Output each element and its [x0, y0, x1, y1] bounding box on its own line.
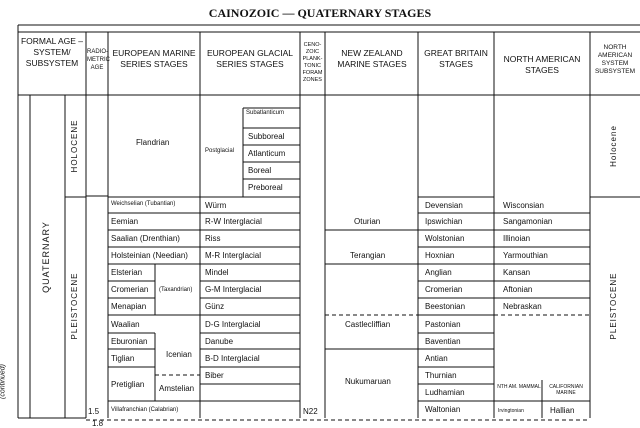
na-stage: Illinoian — [503, 234, 531, 243]
marine-stage: Eburonian — [111, 337, 148, 346]
marine-flandrian: Flandrian — [136, 138, 170, 147]
na-subsystem-holocene: Holocene — [609, 125, 618, 167]
gb-stage: Cromerian — [425, 285, 463, 294]
gb-stage: Beestonian — [425, 302, 466, 311]
na-hallian: Hallian — [550, 406, 575, 415]
na-stage: Sangamonian — [503, 217, 553, 226]
header-nz-marine: NEW ZEALAND MARINE STAGES — [337, 48, 407, 69]
radiometric-bottom: 1.8 — [92, 419, 104, 428]
na-stage: Wisconsian — [503, 201, 544, 210]
glacial-holocene-stage: Boreal — [248, 166, 272, 175]
radiometric-top: 1.5 — [88, 407, 100, 416]
continued-note: (continued) — [0, 363, 7, 400]
glacial-holocene-stage: Subboreal — [248, 132, 285, 141]
glacial-stage: Danube — [205, 337, 234, 346]
header-na-subsystem: NORTH AMERICAN SYSTEM SUBSYSTEM — [594, 44, 636, 75]
marine-taxandrian: (Taxandrian) — [159, 287, 193, 293]
marine-stage: Saalian (Drenthian) — [111, 234, 180, 243]
marine-stage: Holsteinian (Needian) — [111, 251, 188, 260]
subsystem-pleistocene: PLEISTOCENE — [70, 272, 79, 340]
nz-stage-terangian: Terangian — [350, 251, 386, 260]
header-european-marine: EUROPEAN MARINE SERIES STAGES — [112, 48, 196, 69]
page-title: CAINOZOIC — QUATERNARY STAGES — [208, 6, 432, 20]
glacial-stage: Mindel — [205, 268, 229, 277]
marine-stage: Villafranchian (Calabrian) — [111, 407, 179, 413]
glacial-stage: B-D Interglacial — [205, 354, 260, 363]
glacial-holocene-stage: Atlanticum — [248, 149, 286, 158]
gb-stage: Anglian — [425, 268, 452, 277]
glacial-stage: Würm — [205, 201, 227, 210]
marine-stage: Menapian — [111, 302, 147, 311]
na-stage: Aftonian — [503, 285, 533, 294]
gb-stage: Baventian — [425, 337, 461, 346]
gb-stage: Devensian — [425, 201, 463, 210]
marine-icenian: Icenian — [166, 350, 192, 359]
gb-stage: Ipswichian — [425, 217, 463, 226]
gb-stage: Ludhamian — [425, 388, 465, 397]
header-gb-stages: GREAT BRITAIN STAGES — [424, 48, 488, 69]
header-radiometric-age: RADIO- METRIC AGE — [87, 49, 110, 71]
marine-stage: Weichselian (Tubantian) — [111, 201, 176, 207]
gb-stage: Thurnian — [425, 371, 457, 380]
glacial-subatlanticum: Subatlanticum — [246, 110, 285, 116]
na-stage: Kansan — [503, 268, 531, 277]
glacial-postglacial: Postglacial — [205, 148, 235, 154]
header-na-stages: NORTH AMERICAN STAGES — [503, 54, 581, 75]
system-quaternary: QUATERNARY — [41, 221, 51, 293]
na-subsystem-pleistocene: PLEISTOCENE — [609, 272, 618, 340]
glacial-stage: G-M Interglacial — [205, 285, 262, 294]
subsystem-holocene: HOLOCENE — [70, 119, 79, 173]
marine-stage: Waalian — [111, 320, 140, 329]
marine-stage: Pretiglian — [111, 380, 145, 389]
glacial-stage: R-W Interglacial — [205, 217, 262, 226]
na-irvingtonian: Irvingtonian — [498, 408, 524, 414]
marine-stage: Cromerian — [111, 285, 149, 294]
gb-stage: Antian — [425, 354, 448, 363]
gb-stage: Pastonian — [425, 320, 461, 329]
nz-stage-nukumaruan: Nukumaruan — [345, 377, 391, 386]
header-foram-zones: CENO- ZOIC PLANK- TONIC FORAM ZONES — [302, 42, 323, 83]
gb-stage: Wolstonian — [425, 234, 465, 243]
glacial-stage: D-G Interglacial — [205, 320, 261, 329]
glacial-stage: Riss — [205, 234, 221, 243]
glacial-stage: Günz — [205, 302, 225, 311]
header-european-glacial: EUROPEAN GLACIAL SERIES STAGES — [207, 48, 293, 69]
nz-stage-oturian: Oturian — [354, 217, 381, 226]
glacial-holocene-stage: Preboreal — [248, 183, 283, 192]
marine-stage: Eemian — [111, 217, 139, 226]
marine-amstelian: Amstelian — [159, 384, 195, 393]
na-stage: Yarmouthian — [503, 251, 548, 260]
marine-stage: Tiglian — [111, 354, 135, 363]
foram-zone: N22 — [303, 407, 318, 416]
marine-stage: Elsterian — [111, 268, 143, 277]
na-nth-am-mammal: NTH AM. MAMMAL — [497, 384, 541, 390]
header-formal-age: FORMAL AGE – SYSTEM/ SUBSYSTEM — [20, 36, 84, 68]
nz-stage-castlecliffian: Castlecliffian — [345, 320, 391, 329]
gb-stage: Hoxnian — [425, 251, 455, 260]
glacial-stage: Biber — [205, 371, 224, 380]
na-californian-marine: CALIFORNIAN MARINE — [549, 384, 583, 396]
na-stage: Nebraskan — [503, 302, 542, 311]
gb-stage: Waltonian — [425, 405, 461, 414]
glacial-stage: M-R Interglacial — [205, 251, 262, 260]
